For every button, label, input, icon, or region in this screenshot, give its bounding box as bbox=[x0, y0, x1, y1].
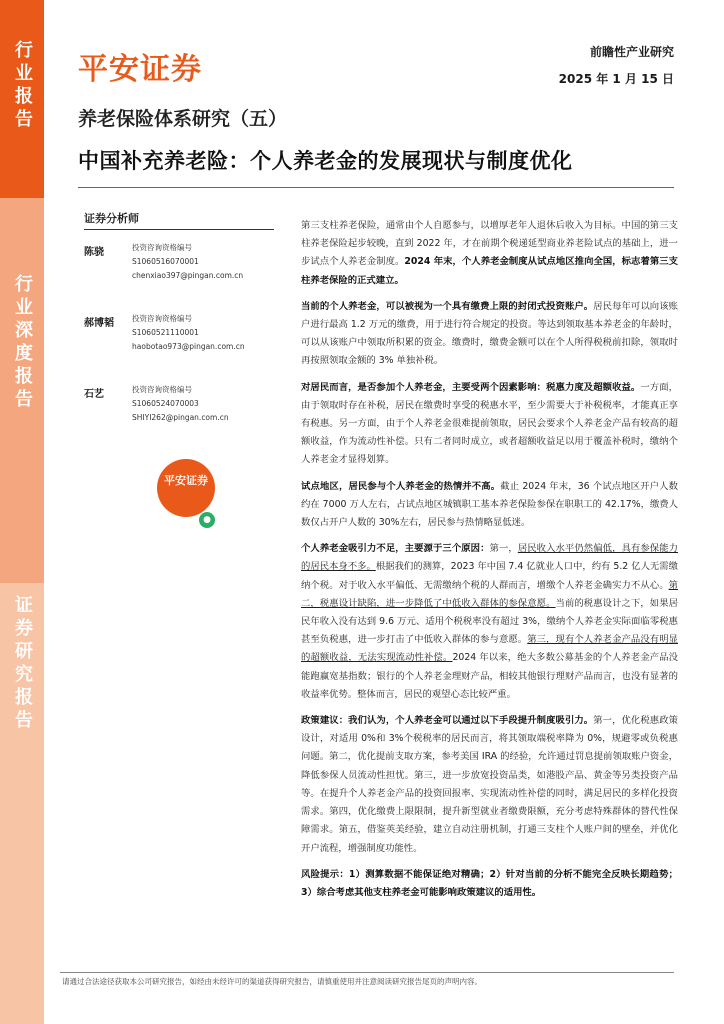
analyst-name: 陈骁 bbox=[84, 247, 104, 258]
bold-text: 个人养老金吸引力不足，主要源于三个原因： bbox=[301, 543, 490, 555]
analyst-heading: 证券分析师 bbox=[84, 210, 274, 230]
report-date: 2025 年 1 月 15 日 bbox=[558, 72, 674, 86]
analyst-email[interactable]: chenxiao397@pingan.com.cn bbox=[132, 271, 244, 280]
analyst-cert: S1060521110001 bbox=[132, 328, 199, 337]
strip-label-depth-report: 行业深度报告 bbox=[12, 274, 33, 412]
text: 2024 年以来，绝大多数公募基金的个人养老金产品没能跑赢宽基指数；银行的个人养老金理财产品，相较其他银行理财产品而言，也没有显著的收益率优势。整体而言，居民的观望心态比较严重。 bbox=[301, 652, 678, 700]
analyst-cert-label: 投资咨询资格编号 bbox=[132, 314, 192, 323]
paragraph-participation bbox=[301, 478, 678, 533]
paragraph-reasons bbox=[301, 540, 678, 704]
underlined-text: 居民收入水平仍然偏低，具有参保能力的居民本身不多。 bbox=[301, 543, 678, 573]
analyst-cert-label: 投资咨询资格编号 bbox=[132, 243, 192, 252]
strip-label-securities-report: 证券研究报告 bbox=[12, 595, 33, 733]
wechat-icon: ● bbox=[199, 512, 215, 528]
text: 截止 2024 年末，36 个试点地区开户人数约在 7000 万人左右，占试点地区城镇职工基本养老保险参保在职职工的 42.17%，缴费人数仅占开户人数的 30%左右，居民参与热情略显低迷。 bbox=[301, 480, 678, 529]
analyst-cert: S1060524070003 bbox=[132, 399, 199, 408]
report-summary bbox=[301, 217, 678, 910]
qr-logo: 平安证券 bbox=[157, 459, 215, 517]
pingan-logo: 平安证券 bbox=[78, 52, 202, 87]
underlined-text: 第三，现有个人养老金产品没有明显的超额收益，无法实现流动性补偿。 bbox=[301, 634, 678, 664]
bold-text: 试点地区，居民参与个人养老金的热情并不高。 bbox=[301, 480, 501, 492]
header-meta bbox=[559, 39, 674, 93]
analyst-panel bbox=[84, 210, 274, 443]
paragraph-account bbox=[301, 298, 678, 371]
text: 第一，优化税惠政策设计，对适用 0%和 3%个税税率的居民而言，将其领取端税率降为 0%，规避零或负税惠问题。第二，优化提前支取方案，参考美国 IRA 的经验，允许通过罚息提前领取账户资金，降低参保人员流动性担忧。第三，进一步放宽投资品类，如港股产品、黄金等另类投资产品等。在提升个人养老金产品的投资回报率、实现流动性补偿的同时，满足居民的多样化投资需求。第四，优化缴费上限限制，提升新型就业者缴费限额，充分考虑特殊群体的替代性保障需求。第五，借鉴英美经验，建立自动注册机制，打通三支柱个人账户间的壁垒，并优化开户流程，增强制度功能性。 bbox=[301, 715, 678, 854]
text: 当前的税惠设计之下，如果居民年收入没有达到 9.6 万元、适用个税税率没有超过 3%，缴纳个人养老金实际面临零税惠甚至负税惠，进一步打击了中低收入群体的参与意愿。 bbox=[301, 597, 678, 646]
footer-disclaimer: 请通过合法途径获取本公司研究报告，如经由未经许可的渠道获得研究报告，请慎重使用并注意阅读研究报告尾页的声明内容。 bbox=[62, 977, 482, 986]
qr-code bbox=[151, 454, 221, 534]
analyst-card bbox=[84, 241, 274, 301]
analyst-info bbox=[132, 312, 245, 354]
analyst-card bbox=[84, 383, 274, 443]
paragraph-factors bbox=[301, 379, 678, 470]
bold-text: 2024 年末，个人养老金制度从试点地区推向全国，标志着第三支柱养老保险的正式建立。 bbox=[301, 256, 678, 286]
left-category-strip bbox=[0, 0, 44, 1024]
text: 第三支柱养老保险，通常由个人自愿参与，以增厚老年人退休后收入为目标。中国的第三支柱养老保险起步较晚，直到 2022 年，才在前期个税递延型商业养老险试点的基础上，进一步试点个人养老金制度。 bbox=[301, 220, 678, 268]
analyst-info bbox=[132, 241, 243, 283]
bold-text: 政策建议：我们认为，个人养老金可以通过以下手段提升制度吸引力。 bbox=[301, 715, 594, 727]
text: 根据我们的测算，2023 年中国 7.4 亿就业人口中，约有 5.2 亿人无需缴纳个税。对于收入水平偏低、无需缴纳个税的人群而言，增缴个人养老金确实力不从心。 bbox=[301, 561, 678, 591]
analyst-name: 石艺 bbox=[84, 389, 104, 400]
text: 居民每年可以向该账户进行最高 1.2 万元的缴费，用于进行符合规定的投资。等达到领取基本养老金的年龄时，可以从该账户中领取所积累的资金。缴费时，缴费金额可以在个人所得税税前扣除，领取时再按照领取金额的 3% 单独补税。 bbox=[301, 300, 678, 367]
report-category: 前瞻性产业研究 bbox=[589, 45, 674, 59]
paragraph-policy bbox=[301, 712, 678, 858]
bold-text: 对居民而言，是否参加个人养老金，主要受两个因素影响：税惠力度及超额收益。 bbox=[301, 381, 641, 393]
analyst-email[interactable]: haobotao973@pingan.com.cn bbox=[132, 342, 245, 351]
underlined-text: 第二，税惠设计缺陷，进一步降低了中低收入群体的参保意愿。 bbox=[301, 579, 678, 609]
text: 一方面，由于领取时存在补税，居民在缴费时享受的税惠水平，至少需要大于补税税率，才能真正享有税惠。另一方面，由于个人养老金很难提前领取，居民会要求个人养老金产品有较高的超额收益，作为流动性补偿。只有二者同时成立，或者超额收益足以用于覆盖补税时，缴纳个人养老金才显得划算。 bbox=[301, 381, 678, 466]
strip-segment-depth-report bbox=[0, 198, 44, 583]
analyst-email[interactable]: SHIYI262@pingan.com.cn bbox=[132, 413, 229, 422]
bold-text: 风险提示：1）测算数据不能保证绝对精确；2）针对当前的分析不能完全反映长期趋势；3）综合考虑其他支柱养老金可能影响政策建议的适用性。 bbox=[301, 868, 678, 898]
strip-segment-industry-report bbox=[0, 0, 44, 198]
analyst-info bbox=[132, 383, 229, 425]
bold-text: 当前的个人养老金，可以被视为一个具有缴费上限的封闭式投资账户。 bbox=[301, 300, 594, 312]
paragraph-intro bbox=[301, 217, 678, 290]
header-divider bbox=[78, 187, 674, 188]
report-title: 中国补充养老险：个人养老金的发展现状与制度优化 bbox=[78, 149, 573, 173]
analyst-cert: S1060516070001 bbox=[132, 257, 199, 266]
paragraph-risk bbox=[301, 866, 678, 902]
series-title: 养老保险体系研究（五） bbox=[78, 108, 288, 130]
text: 第一， bbox=[489, 543, 518, 555]
footer-divider bbox=[60, 972, 674, 973]
analyst-cert-label: 投资咨询资格编号 bbox=[132, 385, 192, 394]
strip-label-industry-report: 行业报告 bbox=[12, 40, 33, 132]
analyst-card bbox=[84, 312, 274, 372]
strip-segment-securities-report bbox=[0, 583, 44, 1024]
analyst-name: 郝博韬 bbox=[84, 318, 114, 329]
